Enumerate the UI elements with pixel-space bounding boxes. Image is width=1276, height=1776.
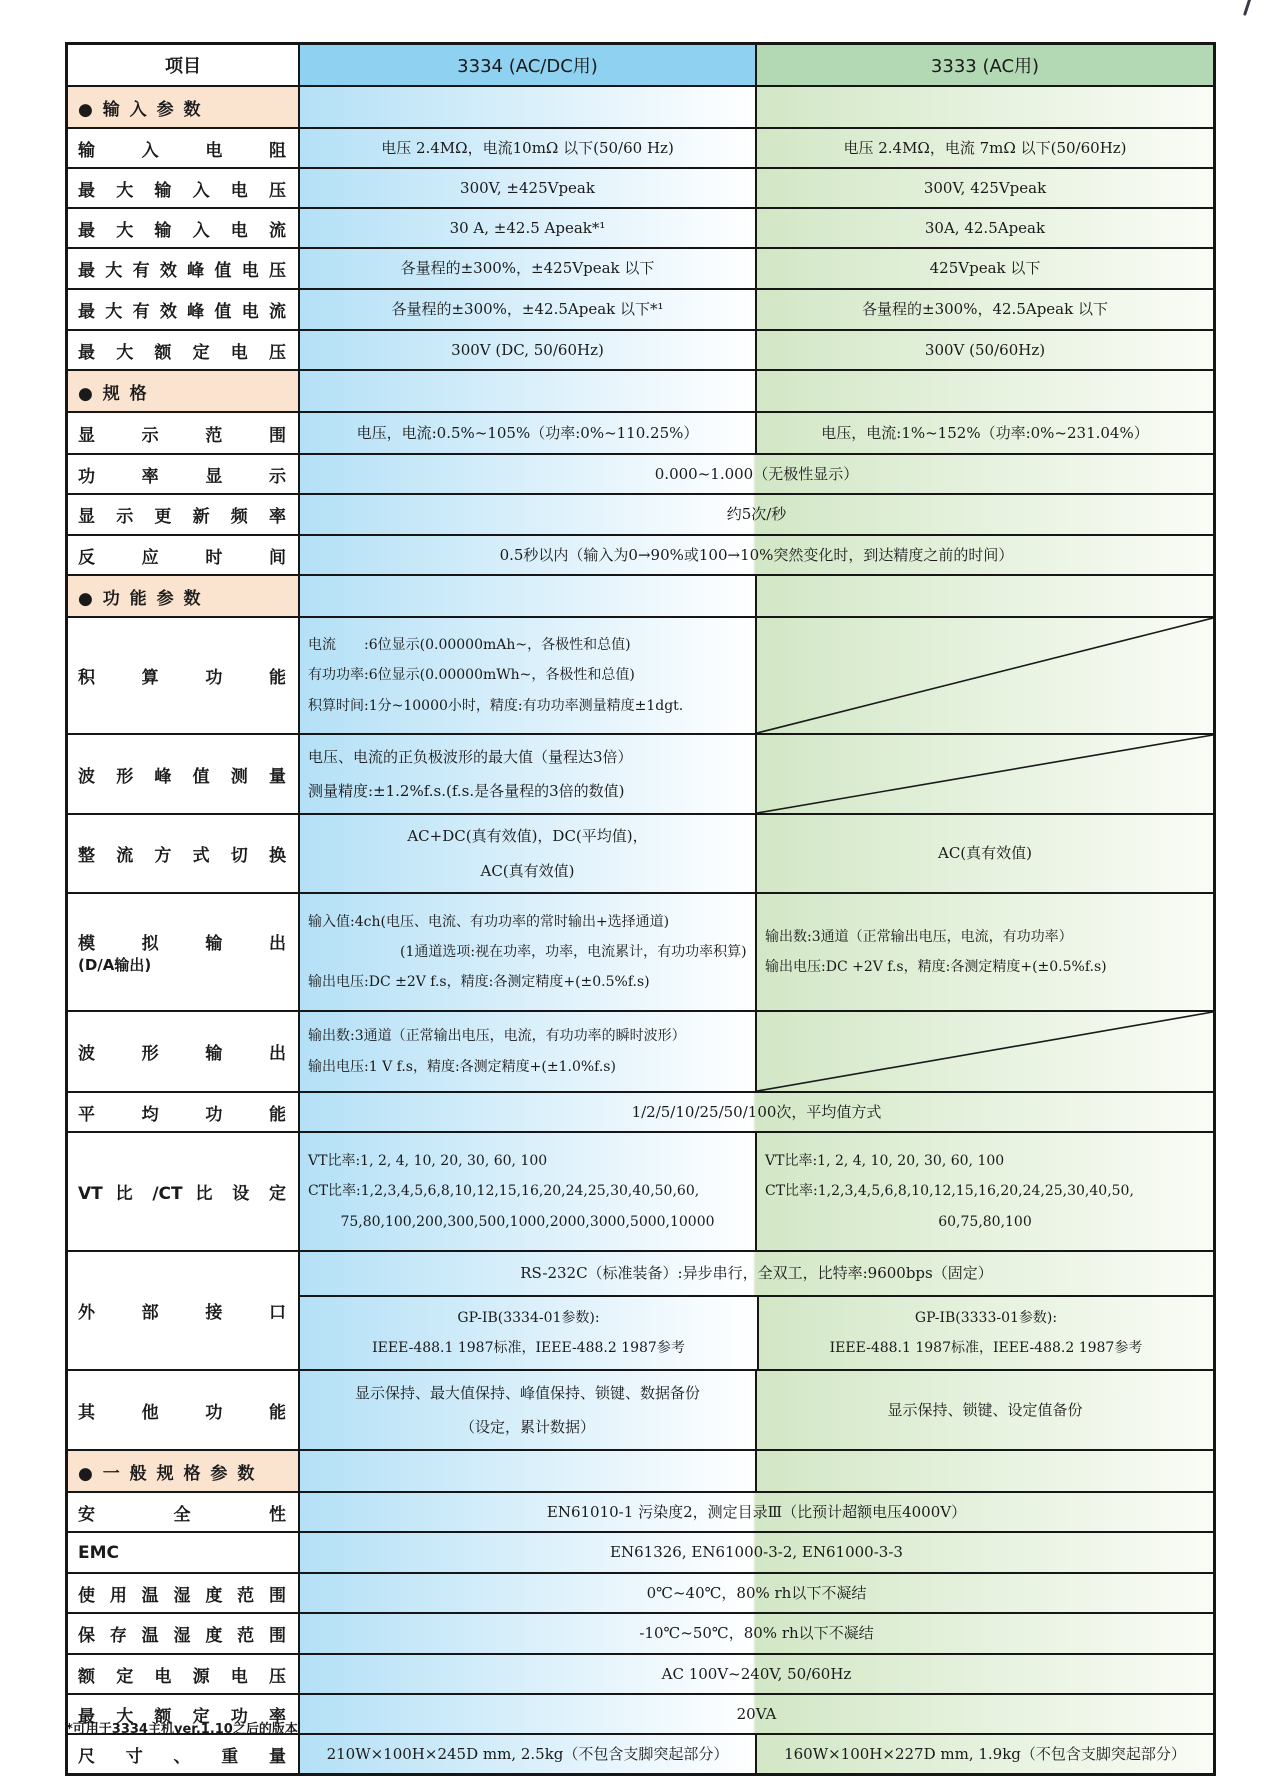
value-3333: 300V (50/60Hz): [755, 331, 1213, 369]
empty-cell: [298, 1451, 755, 1491]
value-shared: 0℃~40℃，80% rh以下不凝结: [298, 1574, 1213, 1612]
value-gpib-3334: GP-IB(3334-01参数): IEEE-488.1 1987标准，IEEE-488.2 1987参考: [300, 1297, 757, 1369]
section-label-input: ● 输 入 参 数: [68, 87, 298, 127]
value-shared: -10℃~50℃，80% rh以下不凝结: [298, 1614, 1213, 1653]
value-3333: 300V, 425Vpeak: [755, 169, 1213, 207]
row-vt-ct-ratio: [68, 1131, 1213, 1250]
section-label-spec: ● 规 格: [68, 371, 298, 411]
row-label: 最 大 有 效 峰 值 电 流: [78, 302, 286, 322]
row-label: 尺 寸 、 重 量: [78, 1746, 286, 1767]
value-3333: 425Vpeak 以下: [755, 249, 1213, 288]
row-label: 波 形 峰 值 测 量: [78, 766, 286, 787]
spec-table: [65, 42, 1216, 1776]
row-label: 波 形 输 出: [78, 1044, 286, 1064]
row-external-interface: [68, 1250, 1213, 1369]
value-3334: 输入值:4ch(电压、电流、有功功率的常时输出+选择通道) (1通道选项:视在功率，功率，电流累计，有功功率积算) 输出电压:DC ±2V f.s，精度:各测定精度+(±0.5%f.s): [298, 894, 755, 1010]
value-3334: 210W×100H×245D mm, 2.5kg（不包含支脚突起部分）: [298, 1735, 755, 1773]
value-3334: AC+DC(真有效值)，DC(平均值)， AC(真有效值): [298, 815, 755, 892]
value-shared: 约5次/秒: [298, 495, 1213, 534]
table-header-row: [68, 45, 1213, 85]
row-label: 外 部 接 口: [78, 1303, 286, 1323]
value-3333: 输出数:3通道（正常输出电压，电流，有功功率） 输出电压:DC +2V f.s，精度:各测定精度+(±0.5%f.s): [755, 894, 1213, 1010]
row-label: 其 他 功 能: [78, 1402, 286, 1423]
na-cell: [755, 1012, 1213, 1091]
row-label: 反 应 时 间: [78, 547, 286, 568]
row-power-display: [68, 453, 1213, 493]
row-max-peak-voltage: [68, 247, 1213, 288]
row-label: 最 大 输 入 电 流: [78, 220, 286, 241]
row-label: 显 示 范 围: [78, 425, 286, 446]
row-label: 模 拟 输 出 (D/A输出): [78, 934, 286, 974]
na-cell: [755, 618, 1213, 733]
value-rs232c: RS-232C（标准装备）:异步串行，全双工，比特率:9600bps（固定）: [300, 1252, 1213, 1297]
section-label-function: ● 功 能 参 数: [68, 576, 298, 616]
value-3334: 电压、电流的正负极波形的最大值（量程达3倍） 测量精度:±1.2%f.s.(f.s.是各量程的3倍的数值): [298, 735, 755, 813]
header-item-label: 项目: [165, 56, 201, 77]
section-row-function: [68, 574, 1213, 616]
value-shared: 1/2/5/10/25/50/100次，平均值方式: [298, 1093, 1213, 1131]
row-display-range: [68, 411, 1213, 453]
row-dimensions-weight: [68, 1733, 1213, 1773]
row-label: 最 大 有 效 峰 值 电 压: [78, 261, 286, 281]
value-3334: 电压，电流:0.5%~105%（功率:0%~110.25%）: [298, 413, 755, 453]
value-3334: VT比率:1, 2, 4, 10, 20, 30, 60, 100 CT比率:1,2,3,4,5,6,8,10,12,15,16,20,24,25,30,40,50,60, 75,80,100,200,300,500,1000,2000,3000,5000,10000: [298, 1133, 755, 1250]
row-waveform-output: [68, 1010, 1213, 1091]
empty-cell: [298, 371, 755, 411]
row-response-time: [68, 534, 1213, 574]
empty-cell: [755, 576, 1213, 616]
empty-cell: [755, 371, 1213, 411]
header-3334: 3334 (AC/DC用): [298, 45, 755, 85]
empty-cell: [298, 576, 755, 616]
value-shared: 0.000~1.000（无极性显示）: [298, 455, 1213, 493]
gpib-subrow: [300, 1297, 1213, 1369]
section-row-spec: [68, 369, 1213, 411]
row-label: 安 全 性: [78, 1504, 286, 1525]
value-shared: AC 100V~240V, 50/60Hz: [298, 1655, 1213, 1693]
diagonal-na-line: [757, 618, 1213, 733]
row-max-peak-current: [68, 288, 1213, 329]
row-label: 使 用 温 湿 度 范 围: [78, 1585, 286, 1606]
row-label: 最 大 额 定 电 压: [78, 342, 286, 363]
value-3334: 输出数:3通道（正常输出电压，电流，有功功率的瞬时波形） 输出电压:1 V f.s，精度:各测定精度+(±1.0%f.s): [298, 1012, 755, 1091]
section-label-general: ● 一 般 规 格 参 数: [68, 1451, 298, 1491]
row-storage-temp-humidity: [68, 1612, 1213, 1653]
row-averaging: [68, 1091, 1213, 1131]
value-3334: 300V (DC, 50/60Hz): [298, 331, 755, 369]
value-shared: 0.5秒以内（输入为0→90%或100→10%突然变化时，到达精度之前的时间）: [298, 536, 1213, 574]
value-shared: 20VA: [298, 1695, 1213, 1733]
value-shared: EN61010-1 污染度2，测定目录Ⅲ（比预计超额电压4000V）: [298, 1493, 1213, 1531]
row-label: 最 大 额 定 功 率: [78, 1706, 286, 1727]
row-other-functions: [68, 1369, 1213, 1449]
na-cell: [755, 735, 1213, 813]
row-label: 平 均 功 能: [78, 1104, 286, 1125]
row-label: 保 存 温 湿 度 范 围: [78, 1626, 286, 1646]
row-max-input-current: [68, 207, 1213, 247]
value-3333: 电压，电流:1%~152%（功率:0%~231.04%）: [755, 413, 1213, 453]
value-3334: 各量程的±300%，±425Vpeak 以下: [298, 249, 755, 288]
row-label: 最 大 输 入 电 压: [78, 180, 286, 201]
value-3333: 各量程的±300%，42.5Apeak 以下: [755, 290, 1213, 329]
diagonal-na-line: [757, 1012, 1213, 1091]
row-label: EMC: [78, 1542, 120, 1563]
header-3333: 3333 (AC用): [755, 45, 1213, 85]
row-label: 显 示 更 新 频 率: [78, 507, 286, 527]
row-rated-supply-voltage: [68, 1653, 1213, 1693]
value-3334: 电流 :6位显示(0.00000mAh~，各极性和总值) 有功功率:6位显示(0.00000mWh~，各极性和总值) 积算时间:1分~10000小时，精度:有功功率测量精度±1dgt.: [298, 618, 755, 733]
value-3333: 显示保持、锁键、设定值备份: [755, 1371, 1213, 1449]
row-max-rated-voltage: [68, 329, 1213, 369]
row-label: VT 比 /CT 比 设 定: [78, 1184, 286, 1204]
row-rectifier-switch: [68, 813, 1213, 892]
row-label: 额 定 电 源 电 压: [78, 1666, 286, 1687]
value-3333: 160W×100H×227D mm, 1.9kg（不包含支脚突起部分）: [755, 1735, 1213, 1773]
external-interface-cells: [298, 1252, 1213, 1369]
row-max-input-voltage: [68, 167, 1213, 207]
value-3333: AC(真有效值): [755, 815, 1213, 892]
value-3334: 各量程的±300%，±42.5Apeak 以下*¹: [298, 290, 755, 329]
row-operating-temp-humidity: [68, 1572, 1213, 1612]
value-shared: EN61326, EN61000-3-2, EN61000-3-3: [298, 1533, 1213, 1572]
row-safety: [68, 1491, 1213, 1531]
value-3333: 30A, 42.5Apeak: [755, 209, 1213, 247]
value-3334: 30 A, ±42.5 Apeak*¹: [298, 209, 755, 247]
row-label: 功 率 显 示: [78, 466, 286, 487]
row-label: 输 入 电 阻: [78, 140, 286, 161]
row-label: 积 算 功 能: [78, 668, 286, 688]
value-3334: 显示保持、最大值保持、峰值保持、锁键、数据备份 （设定，累计数据）: [298, 1371, 755, 1449]
value-3333: VT比率:1, 2, 4, 10, 20, 30, 60, 100 CT比率:1,2,3,4,5,6,8,10,12,15,16,20,24,25,30,40,50, 60,75,80,100: [755, 1133, 1213, 1250]
row-label: 整 流 方 式 切 换: [78, 846, 286, 866]
value-gpib-3333: GP-IB(3333-01参数): IEEE-488.1 1987标准，IEEE-488.2 1987参考: [757, 1297, 1213, 1369]
value-3334: 300V, ±425Vpeak: [298, 169, 755, 207]
section-row-input: [68, 85, 1213, 127]
row-update-rate: [68, 493, 1213, 534]
header-item: [68, 45, 298, 85]
row-emc: [68, 1531, 1213, 1572]
diagonal-na-line: [757, 735, 1213, 813]
page-corner-artifact: [1243, 0, 1252, 16]
row-waveform-peak: [68, 733, 1213, 813]
row-analog-output: [68, 892, 1213, 1010]
section-row-general: [68, 1449, 1213, 1491]
empty-cell: [755, 87, 1213, 127]
row-input-resistance: [68, 127, 1213, 167]
empty-cell: [298, 87, 755, 127]
row-integration: [68, 616, 1213, 733]
value-3333: 电压 2.4MΩ，电流 7mΩ 以下(50/60Hz): [755, 129, 1213, 167]
value-3334: 电压 2.4MΩ，电流10mΩ 以下(50/60 Hz): [298, 129, 755, 167]
empty-cell: [755, 1451, 1213, 1491]
footnote: *可用于3334主机ver.1.10之后的版本: [66, 1722, 298, 1737]
